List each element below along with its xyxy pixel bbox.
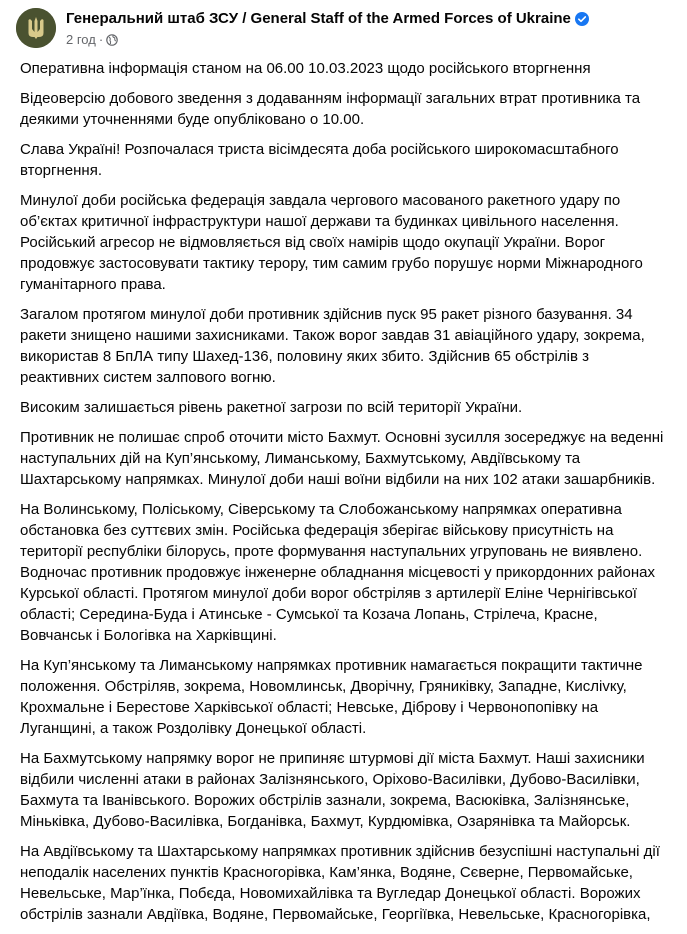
meta-separator: · — [98, 32, 104, 47]
post-paragraph: Високим залишається рівень ракетної загрози по всій території України. — [20, 399, 523, 416]
post-paragraph: Слава Україні! Розпочалася триста вісімдесята доба російського широкомасштабного вторгнення. — [20, 141, 619, 179]
post-paragraph: Відеоверсію добового зведення з додаванням інформації загальних втрат противника та деякими уточненнями буде опубліковано о 10.00. — [20, 90, 641, 128]
globe-icon[interactable] — [106, 34, 118, 46]
post-header — [0, 0, 687, 58]
post-body — [20, 58, 670, 934]
verified-badge-icon — [575, 12, 589, 26]
post-paragraph: Оперативна інформація станом на 06.00 10.03.2023 щодо російського вторгнення — [20, 60, 591, 77]
trident-emblem-icon — [16, 8, 56, 48]
post-paragraph: Противник не полишає спроб оточити місто Бахмут. Основні зусилля зосереджує на веденні наступальних дій на Куп’янському, Лиманському, Бахмутському, Авдіївському та Шахтарському напрямках. Минулої доби наші воїни відбили на них 102 атаки зашарбників. — [20, 429, 664, 488]
page-name-link[interactable]: Генеральний штаб ЗСУ / General Staff of the Armed Forces of Ukraine — [66, 10, 571, 27]
post-paragraph: На Куп’янському та Лиманському напрямках противник намагається покращити тактичне положення. Обстріляв, зокрема, Новомлинськ, Дворічну, Гряниківку, Западне, Кисліvку, Крохмальне і Берестове Харківської області; Невське, Діброву і Червонопопівку на Луганщині, а також Роздолівку Донецької області. — [20, 657, 643, 737]
page-avatar[interactable] — [16, 8, 56, 48]
post-paragraph: На Бахмутському напрямку ворог не припиняє штурмові дії міста Бахмут. Наші захисники відбили численні атаки в районах Залізнянського, Оріхово-Василівки, Дубово-Василівки, Бахмута та Іванівського. Ворожих обстрілів зазнали, зокрема, Васюківка, Залізнянське, Міньківка, Дубово-Василівка, Богданівка, Бахмут, Курдюмівка, Озарянівка та Майорськ. — [20, 750, 645, 830]
post-paragraph: Загалом протягом минулої доби противник здійснив пуск 95 ракет різного базування. 34 ракети знищено нашими захисниками. Також ворог завдав 31 авіаційного удару, зокрема, використав 8 БпЛА типу Шахед-136, половину яких збито. Здійснив 65 обстрілів з реактивних систем залпового вогню. — [20, 306, 645, 386]
post-timestamp[interactable]: 2 год — [66, 32, 96, 47]
post-paragraph: Минулої доби російська федерація завдала чергового масованого ракетного удару по об’єктах критичної інфраструктури нашої держави та будинках цивільного населення. Російський агресор не відмовляється від своїх намірів щодо окупації України. Ворог продовжує застосовувати тактику терору, тим самим грубо порушує норми Міжнародного гуманітарного права. — [20, 192, 643, 293]
post-paragraph: На Авдіївському та Шахтарському напрямках противник здійснив безуспішні наступальні дії неподалік населених пунктів Красногорівка, Кам’янка, Водяне, Сєверне, Первомайське, Невельське, Мар’їнка, Побєда, Новомихайлівка та Вугледар Донецької області. Ворожих обстрілів зазнали Авдіївка, Водяне, Первомайське, Георгіївка, Невельське, Красногорівка, — [20, 843, 660, 923]
post-paragraph: На Волинському, Поліському, Сіверському та Слобожанському напрямках оперативна обстановка без суттєвих змін. Російська федерація зберігає військову присутність на території республіки білорусь, проте формування наступальних угруповань не виявлено. Водночас противник продовжує інженерне обладнання місцевості у прикордонних районах Курської області. Протягом минулої доби ворог обстріляв з артилерії Еліне Чернігівської області; Середина-Буда і Атинське - Сумської та Козача Лопань, Стрілеча, Красне, Вовчанськ і Бологівка на Харківщині. — [20, 501, 655, 644]
